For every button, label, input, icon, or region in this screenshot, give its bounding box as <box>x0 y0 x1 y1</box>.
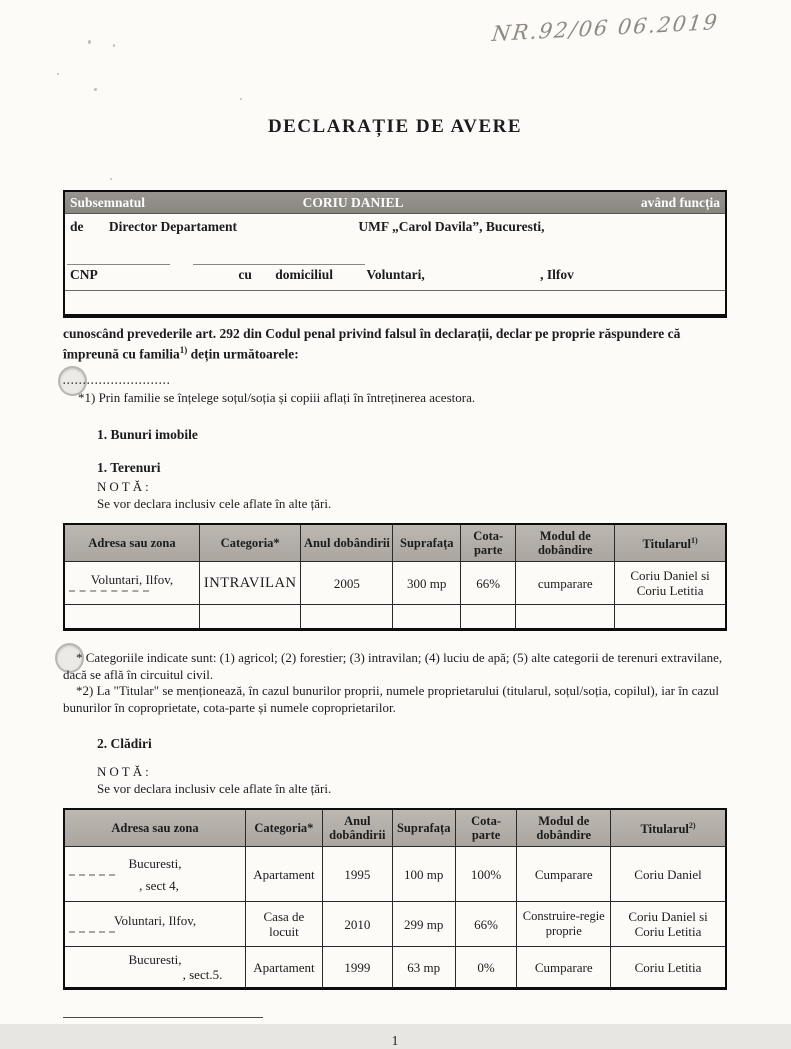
footnote-categories: * Categoriile indicate sunt: (1) agricol; (2) forestier; (3) intravilan; (4) luciu de apă; (5) alte categorii de terenuri extravilane, dacă se află în circuitul civil. <box>63 650 723 682</box>
nota-label-terenuri: NOTĂ: <box>97 479 152 494</box>
family-definition-note: *1) Prin familie se înțelege soțul/soția și copiii aflați în întreținerea acestora. <box>78 390 476 405</box>
de-label: de <box>70 219 84 234</box>
avand-functia-label: având funcția <box>640 195 720 210</box>
col-adresa: Adresa sau zona <box>64 524 199 562</box>
cell-categoria: Casa de locuit <box>245 902 322 947</box>
cladiri-header-row <box>64 809 726 847</box>
cell-cota: 100% <box>455 847 517 902</box>
handwritten-registration-note: NR.92/06 06.2019 <box>490 9 721 47</box>
declarant-header-bar <box>65 192 725 214</box>
domicile-city: Voluntari, <box>366 267 425 282</box>
adresa-text: , sect 4, <box>139 877 179 893</box>
subsection-heading-terenuri: 1. Terenuri <box>97 460 161 475</box>
nota-label-cladiri: NOTĂ: <box>97 764 152 779</box>
domiciliul-label: domiciliul <box>275 267 334 282</box>
footnote-titular: *2) La "Titular" se menționează, în cazul bunurilor proprii, numele proprietarului (titularul, soțul/soția, copilul), iar în cazul bunurilor în coproprietate, cota-parte și numele coproprietarilor. <box>63 683 719 715</box>
col-categoria: Categoria* <box>199 524 301 562</box>
cell-categoria: Apartament <box>245 847 322 902</box>
subsemnatul-label: Subsemnatul <box>70 195 146 210</box>
cell-anul: 1995 <box>322 847 392 902</box>
cell-modul: Construire-regie proprie <box>517 902 611 947</box>
declarant-position-row <box>65 214 725 265</box>
col-cota: Cota-parte <box>461 524 516 562</box>
col-suprafata: Suprafața <box>393 524 461 562</box>
page-number: 1 <box>391 1033 399 1048</box>
cell-anul: 2005 <box>301 562 393 605</box>
cladiri-table <box>63 808 727 990</box>
oath-text: cunoscând prevederile art. 292 din Codul penal privind falsul în declarații, declar pe proprie răspundere că împreună cu familia <box>63 326 681 362</box>
cell-cota: 66% <box>461 562 516 605</box>
cnp-label: CNP <box>70 267 97 282</box>
titularul-footnote-ref: 1) <box>690 536 698 546</box>
cell-categoria: Apartament <box>245 947 322 989</box>
redaction-mark <box>69 590 149 592</box>
nota-text-terenuri: Se vor declara inclusiv cele aflate în alte țări. <box>97 496 332 511</box>
col-modul: Modul de dobândire <box>516 524 615 562</box>
col-titularul <box>611 809 726 847</box>
titularul-footnote-ref: 2) <box>688 821 696 831</box>
col-suprafata: Suprafața <box>392 809 455 847</box>
cell-titularul: Coriu Daniel si Coriu Letitia <box>615 562 726 605</box>
cell-suprafata: 63 mp <box>392 947 455 989</box>
col-adresa: Adresa sau zona <box>64 809 245 847</box>
declarant-name: CORIU DANIEL <box>302 195 404 210</box>
terenuri-row <box>64 562 726 605</box>
cell-suprafata: 300 mp <box>393 562 461 605</box>
cell-modul: Cumparare <box>517 947 611 989</box>
col-categoria: Categoria* <box>245 809 322 847</box>
col-anul: Anul dobândirii <box>322 809 392 847</box>
nota-text-cladiri: Se vor declara inclusiv cele aflate în alte țări. <box>97 781 332 796</box>
col-modul: Modul de dobândire <box>517 809 611 847</box>
adresa-text: , sect.5. <box>182 967 223 982</box>
adresa-text: Voluntari, Ilfov, <box>113 913 197 928</box>
domicile-county: , Ilfov <box>540 267 574 282</box>
footnote-separator <box>63 1017 263 1018</box>
cell-suprafata: 100 mp <box>392 847 455 902</box>
col-titularul-label: Titularul <box>642 537 691 552</box>
cladiri-row <box>64 847 726 902</box>
cladiri-row <box>64 947 726 989</box>
cell-modul: Cumparare <box>517 847 611 902</box>
terenuri-table <box>63 523 727 631</box>
redaction-mark <box>69 931 115 933</box>
col-titularul-label: Titularul <box>640 822 689 837</box>
cell-anul: 1999 <box>322 947 392 989</box>
cell-anul: 2010 <box>322 902 392 947</box>
oath-text-end: dețin următoarele: <box>187 346 299 362</box>
cell-suprafata: 299 mp <box>392 902 455 947</box>
section-heading-bunuri-imobile: 1. Bunuri imobile <box>97 427 198 442</box>
document-title: DECLARAȚIE DE AVERE <box>267 116 523 137</box>
cell-titularul: Coriu Letitia <box>611 947 726 989</box>
col-cota: Cota-parte <box>455 809 517 847</box>
terenuri-header-row <box>64 524 726 562</box>
cell-cota: 66% <box>455 902 517 947</box>
cladiri-row <box>64 902 726 947</box>
terenuri-empty-row <box>64 605 726 630</box>
oath-footnote-ref: 1) <box>179 345 188 355</box>
table-footnotes <box>63 650 727 716</box>
cell-categoria: INTRAVILAN <box>199 562 301 605</box>
declarant-empty-row <box>65 291 725 314</box>
redaction-underline <box>193 264 365 265</box>
redaction-mark <box>69 874 115 876</box>
adresa-text: Voluntari, Ilfov, <box>90 572 174 587</box>
oath-paragraph <box>63 325 727 363</box>
cell-adresa <box>64 562 199 605</box>
cell-titularul: Coriu Daniel <box>611 847 726 902</box>
declarant-institution: UMF „Carol Davila”, Bucuresti, <box>358 219 545 234</box>
cu-label: cu <box>238 267 252 282</box>
cell-adresa <box>64 947 245 989</box>
cell-titularul: Coriu Daniel si Coriu Letitia <box>611 902 726 947</box>
dotted-fill-line: ........................... <box>63 376 171 387</box>
declarant-position: Director Departament <box>108 219 237 234</box>
col-anul: Anul dobândirii <box>301 524 393 562</box>
redaction-underline <box>67 264 170 265</box>
declarant-cnp-row <box>65 265 725 291</box>
cell-adresa <box>64 902 245 947</box>
adresa-text: Bucuresti, <box>128 855 182 871</box>
cell-cota: 0% <box>455 947 517 989</box>
declarant-info-box <box>63 190 727 318</box>
cell-modul: cumparare <box>516 562 615 605</box>
adresa-text: Bucuresti, <box>128 952 182 967</box>
subsection-heading-cladiri: 2. Clădiri <box>97 736 152 751</box>
cell-adresa <box>64 847 245 902</box>
col-titularul <box>615 524 726 562</box>
